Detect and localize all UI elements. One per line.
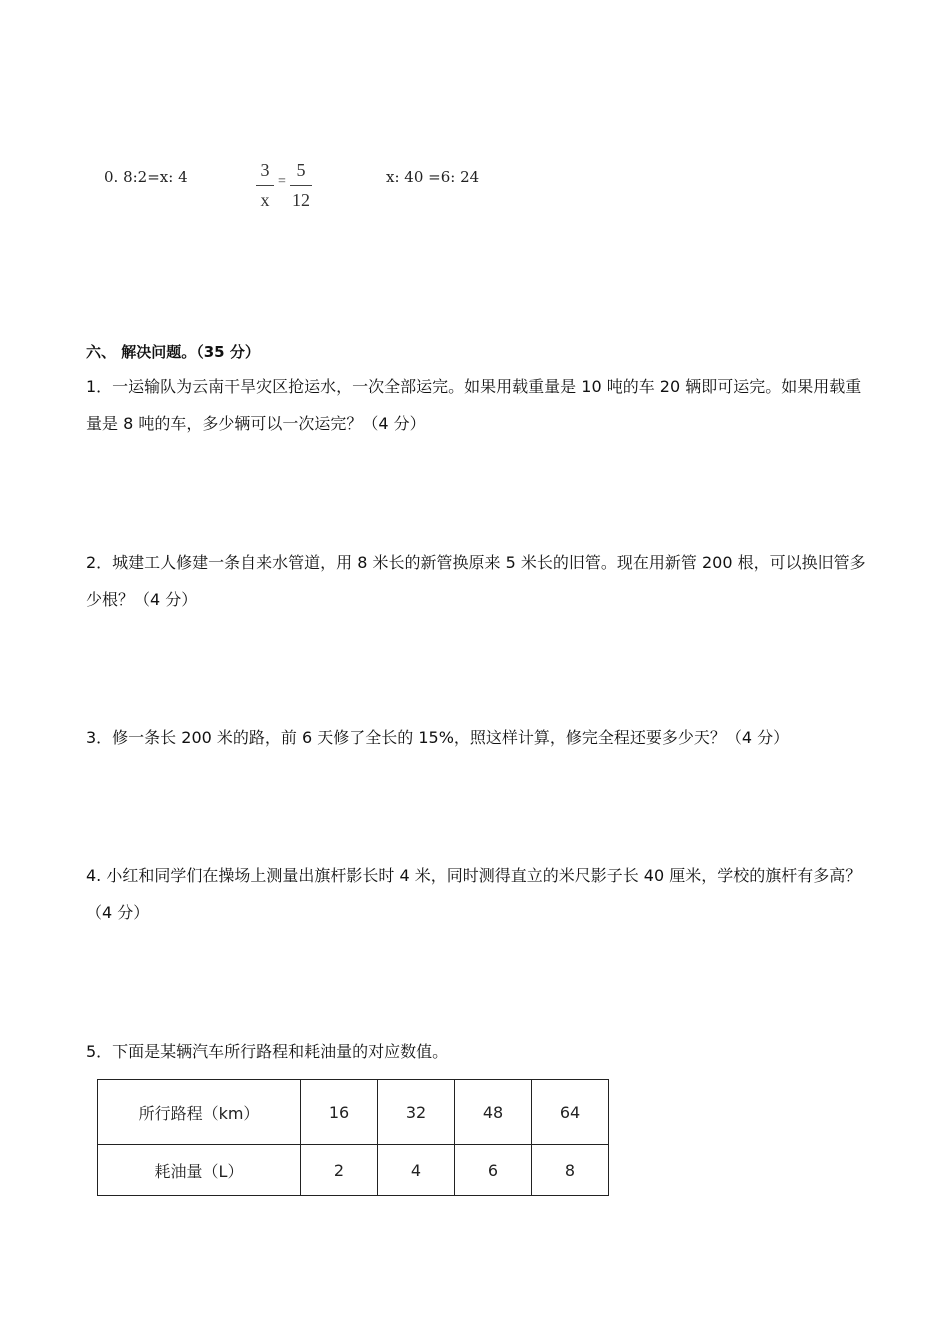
problem-2: 2．城建工人修建一条自来水管道，用 8 米长的新管换原来 5 米长的旧管。现在用新管 200 根，可以换旧管多少根？（4 分） — [86, 553, 866, 609]
section-heading: 六、 解决问题。（35 分） — [86, 343, 260, 361]
problem-5: 5．下面是某辆汽车所行路程和耗油量的对应数值。 — [86, 1042, 449, 1061]
fraction-bar — [290, 185, 312, 186]
row-label-distance: 所行路程（km） — [98, 1080, 301, 1145]
fraction-bar — [256, 185, 274, 186]
table-row — [98, 1145, 609, 1196]
table-cell: 48 — [455, 1080, 532, 1145]
fraction-left-denominator: x — [260, 190, 270, 210]
distance-fuel-table — [97, 1079, 609, 1196]
fraction-left-numerator: 3 — [260, 160, 270, 180]
table-cell: 2 — [301, 1145, 378, 1196]
table-cell: 32 — [378, 1080, 455, 1145]
fraction-right-numerator: 5 — [296, 160, 306, 180]
equals-sign: = — [278, 174, 286, 189]
fraction-right-denominator: 12 — [292, 190, 310, 210]
problem-1: 1．一运输队为云南干旱灾区抢运水，一次全部运完。如果用载重量是 10 吨的车 20 辆即可运完。如果用载重量是 8 吨的车，多少辆可以一次运完？（4 分） — [86, 377, 862, 433]
table-cell: 64 — [532, 1080, 609, 1145]
problem-3: 3．修一条长 200 米的路，前 6 天修了全长的 15%，照这样计算，修完全程还要多少天？（4 分） — [86, 728, 790, 747]
equation-3: x: 40 =6: 24 — [386, 168, 480, 186]
row-label-fuel: 耗油量（L） — [98, 1145, 301, 1196]
table-cell: 4 — [378, 1145, 455, 1196]
table-cell: 8 — [532, 1145, 609, 1196]
table-cell: 16 — [301, 1080, 378, 1145]
table-row — [98, 1080, 609, 1145]
problem-4: 4. 小红和同学们在操场上测量出旗杆影长时 4 米，同时测得直立的米尺影子长 40 厘米，学校的旗杆有多高？（4 分） — [86, 866, 862, 922]
equation-1: 0. 8:2=x: 4 — [104, 168, 188, 186]
equation-2 — [254, 160, 314, 216]
table-cell: 6 — [455, 1145, 532, 1196]
